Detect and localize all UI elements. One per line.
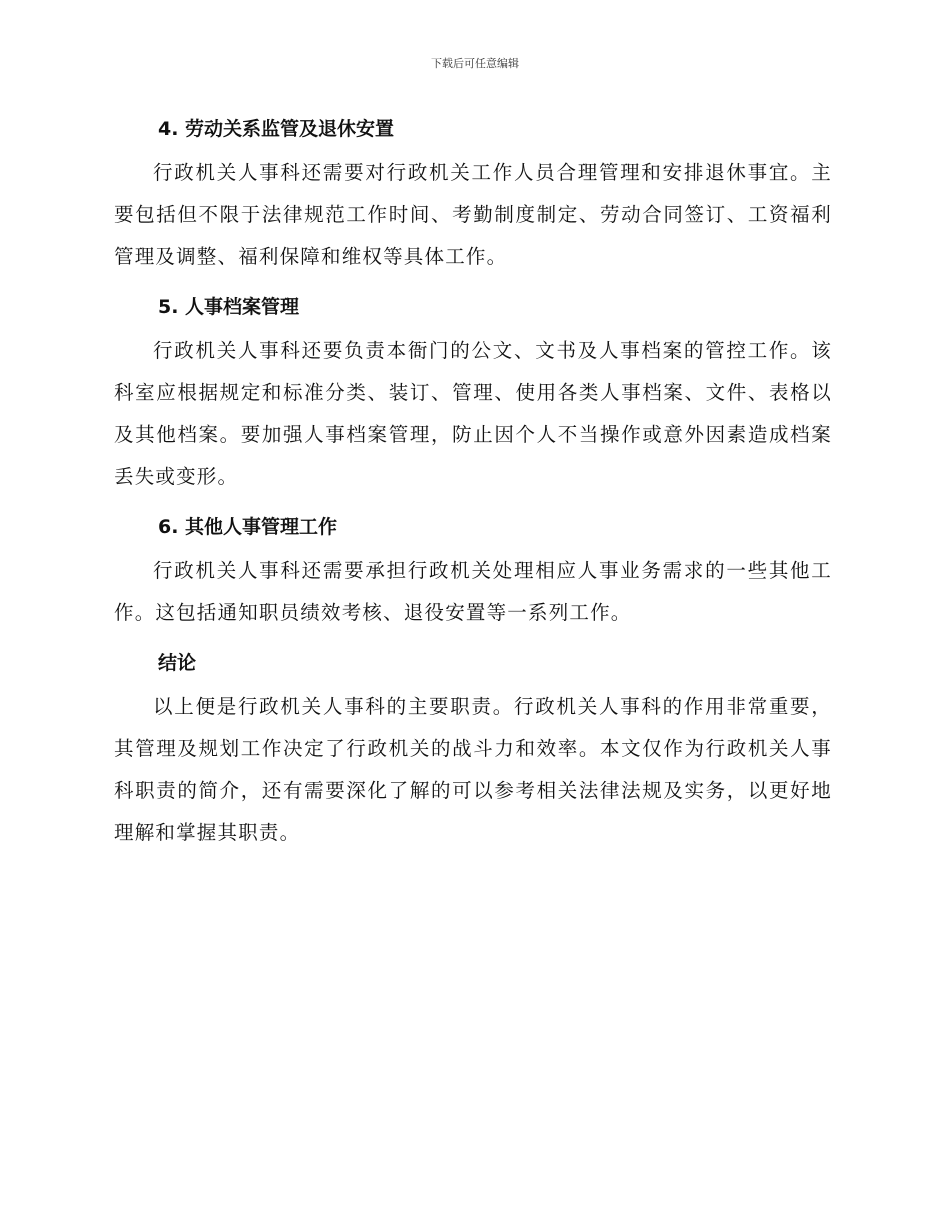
section-heading-other-hr-work: 6. 其他人事管理工作 — [158, 516, 338, 538]
section-paragraph-other-hr-work: 行政机关人事科还需要承担行政机关处理相应人事业务需求的一些其他工作。这包括通知职员绩效考核、退役安置等一系列工作。 — [114, 559, 832, 624]
section-paragraph-labor-relations: 行政机关人事科还需要对行政机关工作人员合理管理和安排退休事宜。主要包括但不限于法律规范工作时间、考勤制度制定、劳动合同签订、工资福利管理及调整、福利保障和维权等具体工作。 — [114, 161, 832, 268]
section-heading-conclusion: 结论 — [158, 652, 197, 674]
page-header-note: 下载后可任意编辑 — [431, 57, 519, 70]
section-heading-labor-relations: 4. 劳动关系监管及退休安置 — [158, 118, 395, 140]
section-paragraph-personnel-archives: 行政机关人事科还要负责本衙门的公文、文书及人事档案的管控工作。该科室应根据规定和标准分类、装订、管理、使用各类人事档案、文件、表格以及其他档案。要加强人事档案管理，防止因个人不当操作或意外因素造成档案丢失或变形。 — [114, 339, 832, 488]
section-paragraph-conclusion: 以上便是行政机关人事科的主要职责。行政机关人事科的作用非常重要，其管理及规划工作决定了行政机关的战斗力和效率。本文仅作为行政机关人事科职责的简介，还有需要深化了解的可以参考相关法律法规及实务，以更好地理解和掌握其职责。 — [114, 695, 832, 844]
section-heading-personnel-archives: 5. 人事档案管理 — [158, 296, 300, 318]
document-body — [114, 110, 832, 854]
